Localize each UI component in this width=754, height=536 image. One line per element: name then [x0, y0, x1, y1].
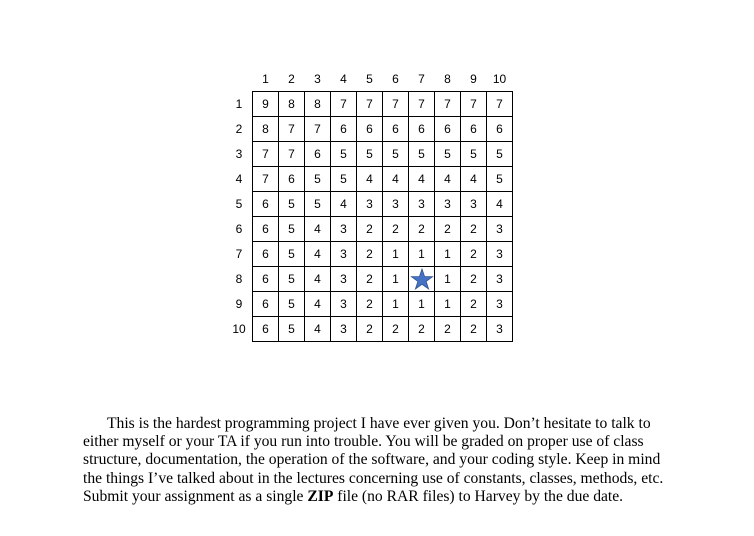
grid-cell: 8	[279, 92, 305, 117]
grid-cell: 6	[253, 217, 279, 242]
grid-row	[226, 292, 513, 317]
grid-cell: 3	[487, 217, 513, 242]
grid-cell: 3	[409, 192, 435, 217]
grid-cell: 6	[435, 117, 461, 142]
grid-cell: 1	[435, 292, 461, 317]
grid-cell: 6	[331, 117, 357, 142]
grid-cell: 1	[409, 292, 435, 317]
grid-cell: 4	[487, 192, 513, 217]
column-header: 8	[444, 72, 451, 86]
grid-row	[226, 92, 513, 117]
distance-grid	[226, 67, 513, 342]
grid-cell: 7	[487, 92, 513, 117]
grid-cell: 4	[305, 317, 331, 342]
row-header: 10	[232, 322, 246, 336]
grid-cell: 5	[461, 142, 487, 167]
grid-cell: 7	[279, 117, 305, 142]
grid-cell-goal	[409, 267, 435, 292]
grid-body	[226, 92, 513, 342]
grid-cell: 5	[279, 192, 305, 217]
grid-cell: 1	[435, 267, 461, 292]
grid-cell: 6	[461, 117, 487, 142]
row-header: 7	[235, 247, 243, 261]
grid-corner	[226, 67, 253, 92]
grid-cell: 5	[331, 167, 357, 192]
grid-cell: 4	[435, 167, 461, 192]
grid-cell: 5	[487, 167, 513, 192]
grid-row	[226, 242, 513, 267]
column-header: 7	[418, 72, 425, 86]
grid-cell: 5	[305, 192, 331, 217]
grid-cell: 3	[487, 292, 513, 317]
grid-cell: 6	[357, 117, 383, 142]
grid-cell: 3	[331, 292, 357, 317]
grid-cell: 6	[409, 117, 435, 142]
grid-cell: 2	[383, 217, 409, 242]
row-header: 6	[235, 222, 243, 236]
grid-row	[226, 267, 513, 292]
grid-cell: 2	[357, 317, 383, 342]
star-icon	[410, 268, 434, 291]
grid-cell: 6	[279, 167, 305, 192]
column-header: 9	[470, 72, 477, 86]
grid-cell: 5	[487, 142, 513, 167]
grid-cell: 7	[279, 142, 305, 167]
grid-row	[226, 142, 513, 167]
grid-cell: 7	[357, 92, 383, 117]
grid-cell: 2	[461, 217, 487, 242]
grid-row	[226, 117, 513, 142]
grid-cell: 2	[357, 242, 383, 267]
grid-cell: 1	[383, 242, 409, 267]
grid-cell: 4	[305, 217, 331, 242]
column-header: 6	[392, 72, 399, 86]
grid-cell: 4	[305, 292, 331, 317]
grid-cell: 7	[383, 92, 409, 117]
grid-cell: 5	[279, 292, 305, 317]
grid-row	[226, 167, 513, 192]
paragraph-text-part2: file (no RAR files) to Harvey by the due date.	[333, 488, 624, 506]
row-header: 8	[235, 272, 243, 286]
grid-cell: 7	[331, 92, 357, 117]
grid-cell: 6	[253, 317, 279, 342]
paragraph-bold-zip: ZIP	[307, 488, 334, 506]
grid-cell: 2	[461, 242, 487, 267]
grid-cell: 8	[253, 117, 279, 142]
grid-cell: 2	[357, 292, 383, 317]
grid-row	[226, 317, 513, 342]
grid-cell: 3	[487, 267, 513, 292]
grid-row	[226, 217, 513, 242]
grid-cell: 5	[279, 267, 305, 292]
grid-cell: 2	[357, 217, 383, 242]
grid-cell: 7	[461, 92, 487, 117]
column-header: 5	[366, 72, 373, 86]
grid-cell: 5	[279, 242, 305, 267]
row-header: 2	[235, 122, 243, 136]
grid-cell: 2	[461, 292, 487, 317]
grid-cell: 7	[253, 167, 279, 192]
grid-cell: 5	[435, 142, 461, 167]
grid-cell: 6	[305, 142, 331, 167]
column-header: 4	[340, 72, 347, 86]
grid-cell: 5	[409, 142, 435, 167]
grid-cell: 2	[409, 317, 435, 342]
grid-cell: 2	[435, 217, 461, 242]
row-header: 4	[235, 172, 243, 186]
row-header: 9	[235, 297, 243, 311]
distance-grid-container	[226, 67, 513, 342]
grid-cell: 2	[461, 267, 487, 292]
grid-cell: 2	[409, 217, 435, 242]
grid-cell: 1	[409, 242, 435, 267]
grid-cell: 4	[409, 167, 435, 192]
assignment-paragraph	[83, 415, 683, 507]
grid-cell: 7	[435, 92, 461, 117]
column-header-row	[226, 67, 513, 92]
grid-cell: 4	[383, 167, 409, 192]
grid-cell: 5	[383, 142, 409, 167]
grid-cell: 5	[279, 317, 305, 342]
grid-row	[226, 192, 513, 217]
grid-cell: 9	[253, 92, 279, 117]
paragraph-text-part1: This is the hardest programming project I have ever given you. Don’t hesitate to talk to either myself or your TA if you run into trouble. You will be graded on proper use of class structure, documentation, the operation of the software, and your coding style. Keep in mind the things I’ve talked about in the lectures concerning use of constants, classes, methods, etc. Submit your assignment as a single	[83, 414, 664, 506]
grid-cell: 1	[383, 267, 409, 292]
grid-cell: 7	[253, 142, 279, 167]
grid-cell: 4	[331, 192, 357, 217]
grid-cell: 6	[383, 117, 409, 142]
row-header: 3	[235, 147, 243, 161]
grid-cell: 3	[383, 192, 409, 217]
column-header: 2	[288, 72, 295, 86]
grid-cell: 2	[357, 267, 383, 292]
grid-cell: 2	[383, 317, 409, 342]
grid-cell: 3	[461, 192, 487, 217]
column-header: 3	[314, 72, 321, 86]
grid-cell: 8	[305, 92, 331, 117]
grid-cell: 4	[305, 267, 331, 292]
grid-cell: 3	[331, 317, 357, 342]
grid-cell: 4	[461, 167, 487, 192]
grid-cell: 3	[331, 217, 357, 242]
grid-cell: 3	[487, 317, 513, 342]
grid-cell: 1	[435, 242, 461, 267]
column-header: 1	[262, 72, 269, 86]
grid-cell: 6	[487, 117, 513, 142]
grid-cell: 3	[487, 242, 513, 267]
grid-cell: 3	[331, 267, 357, 292]
grid-cell: 3	[357, 192, 383, 217]
grid-cell: 2	[435, 317, 461, 342]
grid-cell: 6	[253, 292, 279, 317]
grid-cell: 5	[357, 142, 383, 167]
grid-cell: 2	[461, 317, 487, 342]
grid-cell: 3	[331, 242, 357, 267]
column-header: 10	[492, 72, 507, 86]
grid-cell: 7	[305, 117, 331, 142]
row-header: 5	[235, 197, 243, 211]
grid-cell: 6	[253, 242, 279, 267]
row-header: 1	[235, 97, 243, 111]
grid-cell: 5	[305, 167, 331, 192]
grid-cell: 3	[435, 192, 461, 217]
grid-cell: 1	[383, 292, 409, 317]
grid-cell: 4	[305, 242, 331, 267]
grid-cell: 4	[357, 167, 383, 192]
grid-cell: 6	[253, 267, 279, 292]
grid-cell: 5	[279, 217, 305, 242]
grid-cell: 5	[331, 142, 357, 167]
grid-cell: 7	[409, 92, 435, 117]
grid-cell: 6	[253, 192, 279, 217]
